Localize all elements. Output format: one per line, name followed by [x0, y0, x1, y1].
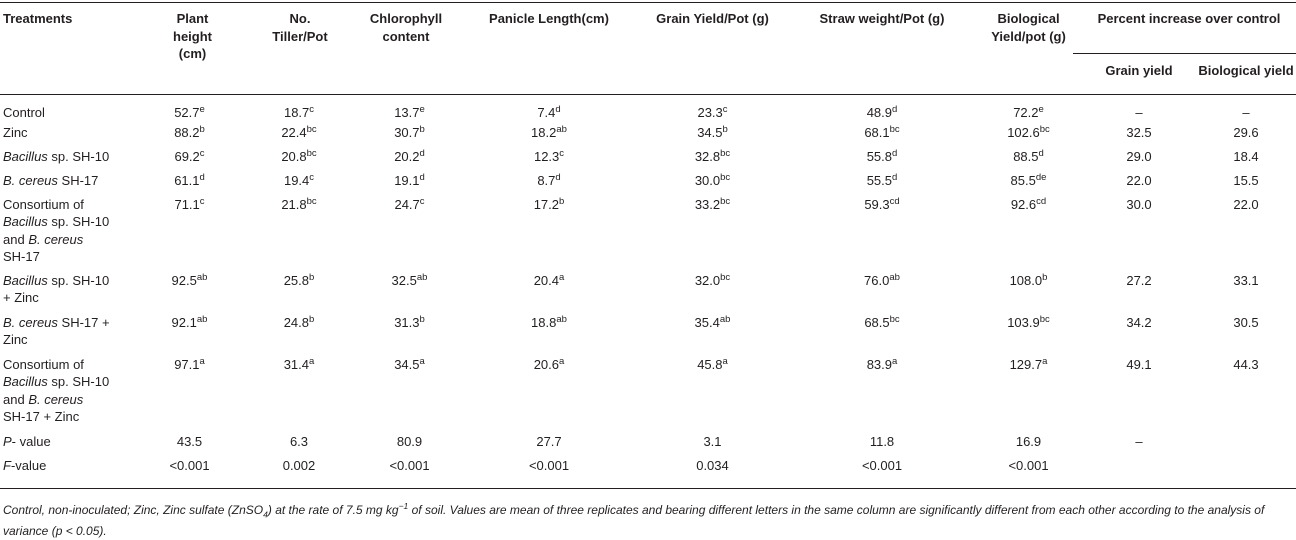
stat-value-cell: 3.1 [703, 433, 722, 449]
treatment-genus: Bacillus [3, 374, 48, 389]
value-cell [789, 194, 975, 270]
value-text: 18.2 [531, 124, 557, 140]
pct-bio-cell: 15.5 [1233, 172, 1259, 188]
value-cell [241, 312, 357, 354]
significance-letter: bc [306, 147, 317, 159]
treatment-text: Consortium of [3, 356, 84, 372]
value-text: 55.8 [866, 148, 892, 164]
significance-letter: b [1042, 271, 1048, 283]
treatment-genus: Bacillus [3, 148, 48, 164]
value-cell [462, 270, 636, 312]
treatment-strain: SH-17 [3, 249, 40, 264]
significance-letter: bc [306, 195, 317, 207]
value-cell [357, 170, 462, 194]
value-text: 17.2 [533, 196, 559, 212]
value-cell [138, 94, 241, 122]
significance-letter: a [559, 355, 565, 367]
treatment-cell [0, 122, 138, 146]
value-text: 92.6 [1010, 196, 1037, 212]
significance-letter: a [722, 355, 728, 367]
value-cell [789, 312, 975, 354]
significance-letter: e [199, 104, 205, 115]
treatment-text: Consortium of [3, 196, 84, 212]
header-pct-bio: Biological yield [1198, 63, 1294, 78]
treatment-genus: B. cereus [3, 172, 58, 188]
value-cell [138, 354, 241, 430]
table-row [0, 170, 1296, 194]
stat-value-cell: <0.001 [389, 457, 430, 473]
value-cell [138, 270, 241, 312]
value-text: 85.5 [1010, 172, 1036, 188]
value-text: 129.7 [1009, 356, 1043, 372]
treatment-text: Control [3, 105, 45, 120]
table-body [0, 94, 1296, 478]
significance-letter: ab [556, 313, 567, 325]
value-cell [636, 122, 789, 146]
pct-bio-cell: 22.0 [1233, 196, 1259, 212]
value-cell [636, 170, 789, 194]
treatment-genus: B. cereus [3, 314, 58, 330]
treatment-strain: sp. SH-10 [47, 272, 110, 288]
value-cell [636, 354, 789, 430]
significance-letter: d [199, 171, 205, 183]
significance-letter: c [722, 104, 728, 115]
significance-letter: a [199, 355, 205, 367]
value-text: 20.2 [394, 148, 420, 164]
header-treatments: Treatments [3, 11, 73, 26]
value-cell [975, 122, 1082, 146]
pct-grain-cell: 22.0 [1126, 172, 1152, 188]
value-cell [636, 312, 789, 354]
value-text: 30.0 [694, 172, 721, 188]
pct-bio-cell: – [1242, 105, 1250, 120]
value-text: 24.8 [283, 314, 309, 330]
treatment-strain: sp. SH-10 [47, 214, 110, 229]
treatment-strain: sp. SH-10 [47, 374, 110, 389]
header-pct-grain: Grain yield [1105, 63, 1173, 78]
pct-grain-cell: 34.2 [1126, 314, 1152, 330]
significance-letter: ab [196, 313, 208, 325]
pct-bio-cell: 33.1 [1233, 272, 1259, 288]
footnote-text-1: Control, non-inoculated; Zinc, Zinc sulfate (ZnSO [3, 503, 264, 517]
pct-grain-cell: 27.2 [1126, 272, 1152, 288]
significance-letter: bc [720, 271, 731, 283]
significance-letter: c [559, 147, 565, 159]
value-cell [462, 94, 636, 122]
header-panicle: Panicle Length(cm) [489, 11, 609, 26]
stat-label-text: -value [10, 457, 47, 473]
treatment-species: B. cereus [28, 391, 84, 407]
significance-letter: e [1038, 104, 1044, 115]
significance-letter: b [559, 195, 565, 207]
value-text: 31.3 [394, 314, 420, 330]
significance-letter: ab [889, 271, 900, 283]
treatment-genus: Bacillus [3, 272, 48, 288]
value-text: 20.8 [281, 148, 307, 164]
stat-pct-cell [1196, 454, 1296, 478]
treatment-cell [0, 312, 138, 354]
value-text: 25.8 [283, 272, 309, 288]
significance-letter: d [419, 147, 425, 159]
value-cell [138, 194, 241, 270]
stat-value-cell: <0.001 [169, 457, 210, 473]
value-cell [357, 122, 462, 146]
value-cell [636, 94, 789, 122]
significance-letter: bc [720, 147, 731, 159]
value-text: 69.2 [174, 148, 200, 164]
stat-label-text: - value [11, 433, 51, 449]
value-text: 45.8 [697, 356, 723, 372]
footnote-subscript: 4 [263, 509, 268, 520]
significance-letter: ab [416, 271, 428, 283]
significance-letter: ab [719, 313, 731, 325]
value-cell [357, 146, 462, 170]
value-text: 72.2 [1013, 105, 1039, 120]
value-text: 35.4 [694, 314, 720, 330]
treatment-cell [0, 146, 138, 170]
value-cell [636, 270, 789, 312]
significance-letter: b [309, 313, 315, 325]
stat-pct-cell [1196, 430, 1296, 454]
value-cell [462, 194, 636, 270]
pct-grain-cell: 49.1 [1126, 356, 1152, 372]
table-footnote [3, 502, 1293, 540]
stat-value-cell: 43.5 [176, 433, 203, 449]
significance-letter: ab [196, 271, 208, 283]
value-cell [138, 122, 241, 146]
footnote-text-3: of soil. Values are mean of three replicates and bearing different letters in the same column are significantly different from each other according to the analysis of variance (p < 0.05). [3, 503, 1265, 539]
value-cell [241, 122, 357, 146]
significance-letter: bc [889, 123, 900, 135]
header-grain: Grain Yield/Pot (g) [656, 11, 769, 26]
significance-letter: d [892, 147, 898, 159]
pct-grain-cell: 30.0 [1126, 196, 1152, 212]
value-text: 32.8 [694, 148, 721, 164]
value-cell [975, 270, 1082, 312]
value-cell [975, 354, 1082, 430]
treatment-cell [0, 194, 138, 270]
table-bottom-rule [0, 488, 1296, 489]
stat-value-cell: 0.034 [696, 457, 729, 473]
value-text: 21.8 [281, 196, 307, 212]
value-cell [241, 94, 357, 122]
value-cell [789, 170, 975, 194]
pct-grain-cell: 32.5 [1126, 124, 1152, 140]
treatment-strain: SH-17 [57, 172, 99, 188]
significance-letter: d [892, 104, 898, 115]
table-row [0, 122, 1296, 146]
value-cell [138, 312, 241, 354]
significance-letter: d [555, 104, 561, 115]
value-cell [138, 146, 241, 170]
value-text: 8.7 [537, 172, 556, 188]
stat-value-cell: 27.7 [536, 433, 562, 449]
stat-value-cell: 0.002 [282, 457, 316, 473]
significance-letter: bc [1039, 313, 1050, 325]
significance-letter: b [722, 123, 728, 135]
value-text: 55.5 [866, 172, 892, 188]
header-row-1 [0, 0, 1296, 52]
significance-letter: bc [889, 313, 900, 325]
significance-letter: d [419, 171, 425, 183]
value-cell [462, 122, 636, 146]
significance-letter: d [555, 171, 561, 183]
value-text: 32.0 [694, 272, 721, 288]
table-row [0, 312, 1296, 354]
value-cell [975, 312, 1082, 354]
value-cell [789, 354, 975, 430]
value-text: 34.5 [394, 356, 420, 372]
value-cell [462, 312, 636, 354]
significance-letter: d [1038, 147, 1044, 159]
footnote-text-2: ) at the rate of 7.5 mg kg [267, 503, 399, 517]
value-cell [138, 170, 241, 194]
value-text: 24.7 [394, 196, 420, 212]
value-text: 23.3 [697, 105, 723, 120]
significance-letter: cd [889, 195, 900, 207]
pct-bio-cell: 44.3 [1233, 356, 1259, 372]
significance-letter: a [892, 355, 898, 367]
value-text: 18.7 [283, 105, 310, 120]
value-cell [462, 170, 636, 194]
value-cell [975, 94, 1082, 122]
significance-letter: a [309, 355, 315, 367]
treatment-strain: sp. SH-10 [47, 148, 110, 164]
treatment-cell [0, 94, 138, 122]
value-text: 83.9 [866, 356, 892, 372]
value-text: 32.5 [391, 272, 417, 288]
significance-letter: a [1042, 355, 1048, 367]
stat-symbol: P [3, 433, 12, 449]
value-cell [241, 146, 357, 170]
stat-symbol: F [3, 457, 11, 473]
significance-letter: de [1035, 171, 1047, 183]
value-text: 108.0 [1009, 272, 1043, 288]
significance-letter: c [199, 147, 205, 159]
value-cell [357, 312, 462, 354]
value-cell [241, 354, 357, 430]
treatment-cell [0, 170, 138, 194]
value-text: 71.1 [174, 196, 200, 212]
stat-value-cell: <0.001 [1008, 457, 1049, 473]
significance-letter: bc [720, 195, 731, 207]
value-cell [241, 170, 357, 194]
treatment-text: Zinc [3, 332, 28, 347]
table-row [0, 146, 1296, 170]
value-text: 34.5 [697, 124, 723, 140]
pct-grain-cell: – [1135, 105, 1143, 120]
stat-value-cell: <0.001 [861, 457, 903, 473]
value-cell [636, 146, 789, 170]
p-value-row [0, 430, 1296, 454]
header-biological: Biological Yield/pot (g) [991, 11, 1066, 44]
value-cell [789, 122, 975, 146]
significance-letter: c [309, 104, 315, 115]
treatment-text: + Zinc [3, 290, 39, 305]
stat-pct-cell [1082, 454, 1196, 478]
treatment-cell [0, 270, 138, 312]
table-row [0, 94, 1296, 122]
value-cell [462, 146, 636, 170]
value-cell [241, 194, 357, 270]
stat-value-cell: 11.8 [869, 433, 895, 449]
value-cell [357, 194, 462, 270]
value-cell [789, 270, 975, 312]
footnote-superscript: −1 [398, 501, 409, 511]
treatment-strain: SH-17 + Zinc [3, 409, 80, 424]
value-text: 33.2 [694, 196, 721, 212]
significance-letter: e [419, 104, 425, 115]
significance-letter: c [419, 195, 425, 207]
value-cell [975, 146, 1082, 170]
value-text: 20.6 [533, 356, 559, 372]
value-cell [357, 94, 462, 122]
significance-letter: a [419, 355, 425, 367]
significance-letter: b [419, 313, 425, 325]
value-cell [975, 170, 1082, 194]
header-straw: Straw weight/Pot (g) [819, 11, 945, 26]
value-text: 52.7 [174, 105, 200, 120]
pct-bio-cell: 18.4 [1233, 148, 1259, 164]
stat-value-cell: 80.9 [396, 433, 423, 449]
value-text: 48.9 [866, 105, 892, 120]
value-cell [636, 194, 789, 270]
treatment-cell [0, 354, 138, 430]
header-percent-group: Percent increase over control [1097, 11, 1281, 26]
significance-letter: cd [1036, 195, 1047, 207]
value-text: 31.4 [283, 356, 309, 372]
value-text: 19.4 [283, 172, 310, 188]
f-value-row [0, 454, 1296, 478]
significance-letter: d [892, 171, 898, 183]
pct-grain-cell: 29.0 [1126, 148, 1152, 164]
significance-letter: bc [720, 171, 731, 183]
value-text: 61.1 [174, 172, 200, 188]
header-chlorophyll: Chlorophyll content [369, 11, 443, 44]
value-cell [975, 194, 1082, 270]
significance-letter: bc [1039, 123, 1050, 135]
significance-letter: a [559, 271, 565, 283]
value-cell [789, 146, 975, 170]
stat-value-cell: <0.001 [528, 457, 570, 473]
value-text: 103.9 [1007, 314, 1040, 330]
stat-label-cell [0, 430, 138, 454]
table-row [0, 354, 1296, 430]
header-plant-height: Plant height (cm) [173, 11, 212, 61]
significance-letter: b [199, 123, 205, 135]
value-cell [357, 354, 462, 430]
value-text: 88.5 [1013, 148, 1039, 164]
value-cell [357, 270, 462, 312]
value-text: 13.7 [394, 105, 420, 120]
stat-label-cell [0, 454, 138, 478]
value-text: 19.1 [394, 172, 420, 188]
value-text: 20.4 [533, 272, 559, 288]
value-text: 22.4 [281, 124, 307, 140]
value-text: 7.4 [537, 105, 556, 120]
significance-letter: c [199, 195, 205, 207]
value-text: 59.3 [864, 196, 890, 212]
value-text: 68.5 [864, 314, 890, 330]
treatment-strain: SH-17 + [57, 314, 110, 330]
value-text: 92.5 [171, 272, 197, 288]
stat-value-cell: 6.3 [289, 433, 309, 449]
value-text: 76.0 [864, 272, 890, 288]
header-tiller: No. Tiller/Pot [272, 11, 328, 44]
value-text: 92.1 [171, 314, 197, 330]
significance-letter: ab [556, 123, 567, 135]
significance-letter: b [419, 123, 425, 135]
stat-pct-cell: – [1135, 433, 1143, 449]
value-text: 68.1 [864, 124, 890, 140]
pct-bio-cell: 29.6 [1233, 124, 1259, 140]
value-text: 30.7 [394, 124, 420, 140]
significance-letter: c [309, 171, 315, 183]
treatment-text: Zinc [3, 124, 28, 140]
value-cell [789, 94, 975, 122]
treatment-text: and [3, 391, 29, 407]
value-cell [241, 270, 357, 312]
treatment-species: B. cereus [28, 231, 84, 247]
table-row [0, 194, 1296, 270]
table-row [0, 270, 1296, 312]
treatment-genus: Bacillus [3, 214, 48, 229]
value-text: 97.1 [174, 356, 200, 372]
value-text: 102.6 [1007, 124, 1040, 140]
treatment-text: and [3, 231, 29, 247]
significance-letter: b [309, 271, 315, 283]
value-cell [462, 354, 636, 430]
pct-bio-cell: 30.5 [1233, 314, 1259, 330]
value-text: 12.3 [533, 148, 560, 164]
stat-value-cell: 16.9 [1015, 433, 1042, 449]
value-text: 88.2 [174, 124, 200, 140]
value-text: 18.8 [531, 314, 557, 330]
significance-letter: bc [306, 123, 317, 135]
